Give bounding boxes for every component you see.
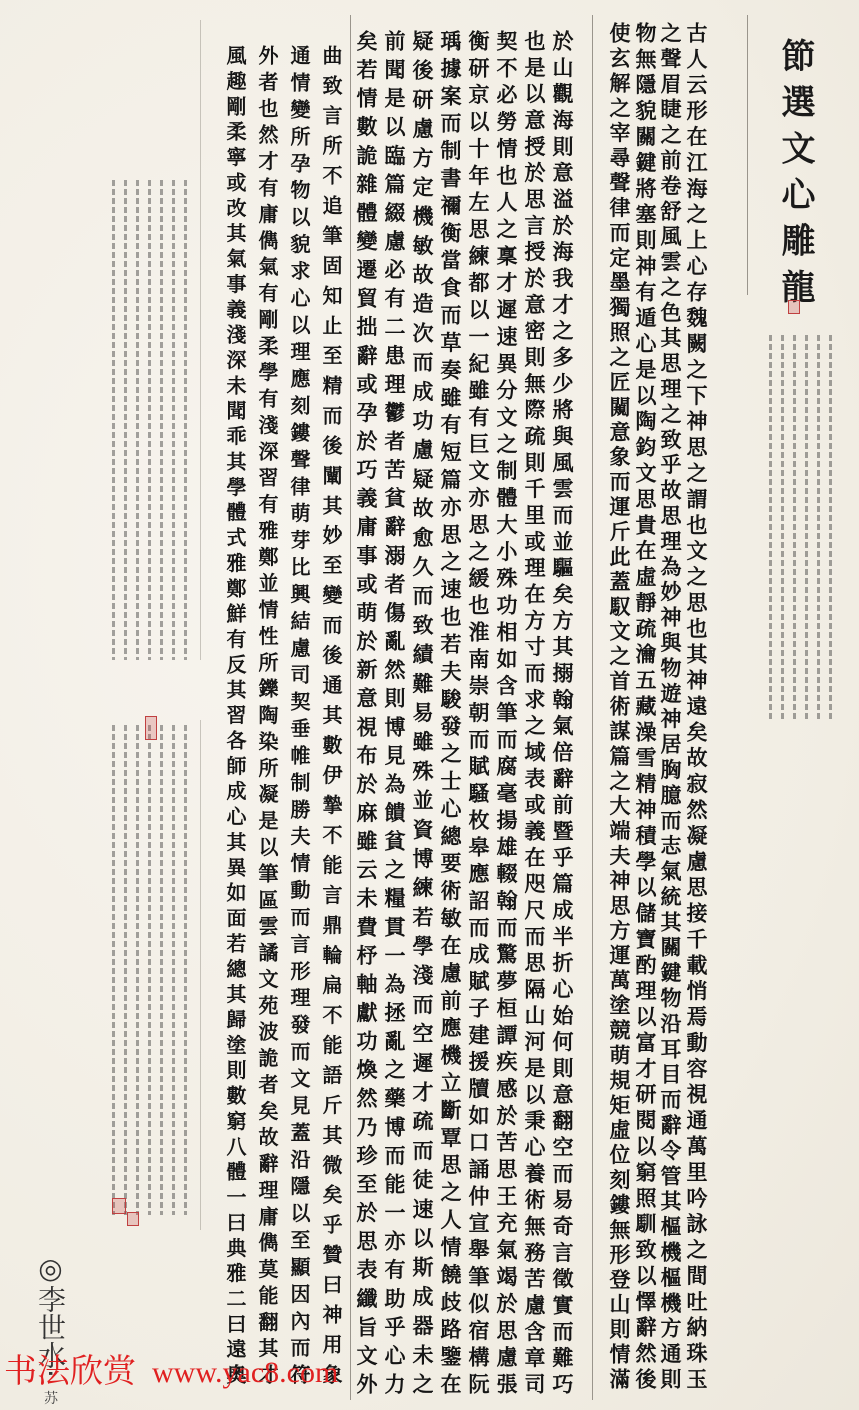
author-credit: ◎李世水·: [34, 1252, 67, 1378]
annotation-inscription: [108, 725, 196, 1215]
text-column: 前聞是以臨篇綴慮必有二患理鬱者苦貧辭溺者傷亂然則博見為饋貧之糧貫一為拯亂之藥博而能一亦有助乎心力: [382, 30, 407, 1395]
text-column: 外者也然才有庸儁氣有剛柔學有淺深習有雅鄭並情性所鑠陶染所凝是以筆區雲譎文苑波詭者矣故辭理庸儁莫能翻其才: [255, 45, 279, 1385]
divider-line: [350, 15, 351, 1400]
seal-stamp: [145, 716, 157, 740]
text-column: 通情變所孕物以貌求心以理應刻鏤聲律萌芽比興結慮司契垂帷制勝夫情動而言形理發而文見蓋沿隱以至顯因內而符: [287, 45, 311, 1385]
text-column: 曲致言所不追筆固知止至精而後闡其妙至變而後通其數伊摯不能言鼎輪扁不能語斤其微矣乎贊曰神用象: [319, 45, 343, 1385]
text-column: 瑀據案而制書禰衡當食而草奏雖有短篇亦思之速也若夫駿發之士心總要術敏在慮前應機立斷覃思之人情饒歧路鑒在: [438, 30, 463, 1395]
seal-stamp: [127, 1212, 139, 1226]
divider-line: [200, 720, 201, 1230]
watermark: [4, 1345, 338, 1392]
text-column: 之聲眉睫之前卷舒風雲之色其思理之致乎故思理為妙神與物遊神居胸臆而志氣統其關鍵物沿耳目而辭令管其樞機樞機方通則: [658, 22, 683, 1390]
text-column: 疑後研慮方定機敏故造次而成功慮疑故愈久而致績難易雖殊並資博練若學淺而空遲才疏而徒速以斯成器未之: [410, 30, 435, 1395]
text-column: 矣若情數詭雜體變遷貿拙辭或孕於巧義庸事或萌於新意視布於麻雖云未費杼軸獻功煥然乃珍至於思表纖旨文外: [354, 30, 379, 1395]
divider-line: [200, 20, 201, 660]
seal-stamp: [788, 300, 800, 314]
text-column: 衡研京以十年左思練都以一紀雖有巨文亦思之緩也淮南崇朝而賦騷枚皋應詔而成賦子建援牘如口誦仲宣舉筆似宿構阮: [466, 30, 491, 1395]
watermark-url: www.yac8.com: [152, 1356, 339, 1389]
text-column: 物無隱貌關鍵將塞則神有遁心是以陶鈞文思貴在虛靜疏瀹五藏澡雪精神積學以儲寶酌理以富才研閱以窮照馴致以懌辭然後: [633, 22, 658, 1390]
text-column: 古人云形在江海之上心存魏闕之下神思之謂也文之思也其神遠矣故寂然凝慮思接千載悄焉動容視通萬里吟詠之間吐納珠玉: [684, 22, 709, 1390]
text-column: 於山觀海則意溢於海我才之多少將與風雲而並驅矣方其搦翰氣倍辭前暨乎篇成半折心始何則意翻空而易奇言徵實而難巧: [550, 30, 575, 1395]
author-origin: 苏: [44, 1391, 58, 1407]
annotation-inscription: [108, 180, 196, 660]
text-column: 使玄解之宰尋聲律而定墨獨照之匠闚意象而運斤此蓋馭文之首術謀篇之大端夫神思方運萬塗競萌規矩虛位刻鏤無形登山則情滿: [607, 22, 632, 1390]
text-column: 也是以意授於思言授於意密則無際疏則千里或理在方寸而求之域表或義在咫尺而思隔山河是以秉心養術無務苦慮含章司: [522, 30, 547, 1395]
text-column: 風趣剛柔寧或改其氣事義淺深未聞乖其學體式雅鄭鮮有反其習各師成心其異如面若總其歸塗則數窮八體一曰典雅二曰遠奧: [223, 45, 247, 1385]
divider-line: [747, 15, 748, 295]
watermark-site-name: 书法欣赏: [4, 1351, 136, 1390]
artwork-title: 節選文心雕龍: [775, 38, 815, 303]
annotation-inscription: [765, 335, 840, 720]
divider-line: [592, 15, 593, 1400]
seal-stamp: [112, 1198, 126, 1214]
text-column: 契不必勞情也人之稟才遲速異分文之制體大小殊功相如含筆而腐毫揚雄輟翰而驚夢桓譚疾感於苦思王充氣竭於思慮張: [494, 30, 519, 1395]
